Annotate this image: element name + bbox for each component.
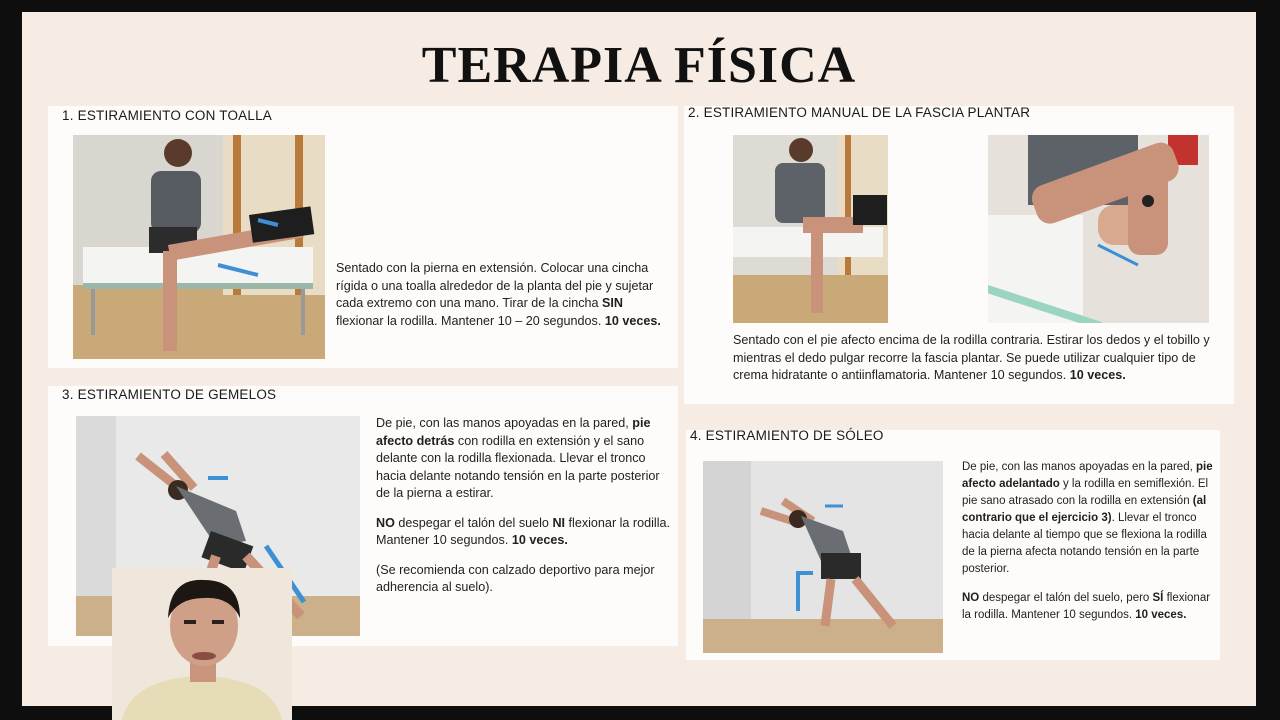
section-heading-4: 4. ESTIRAMIENTO DE SÓLEO: [690, 428, 884, 443]
slide-title: TERAPIA FÍSICA: [421, 37, 857, 94]
section-3-note: (Se recomienda con calzado deportivo para mejor adherencia al suelo).: [376, 562, 655, 594]
section-4-instructions: De pie, con las manos apoyadas en la pared, pie afecto adelantado y la rodilla en semiflexión. El pie sano atrasado con la rodilla en extensión (al contrario que el ejercicio 3). Llevar el tronco hacia delante al tiempo que se flexiona la rodilla de la pierna afecta notando tensión en la parte posterior.: [962, 461, 1213, 575]
section-4-precautions: NO despegar el talón del suelo, pero SÍ flexionar la rodilla. Mantener 10 segundos. 10 veces.: [962, 592, 1211, 621]
section-text-2: Sentado con el pie afecto encima de la rodilla contraria. Estirar los dedos y el tobillo y mientras el dedo pulgar recorre la fascia plantar. Se puede utilizar cualquier tipo de crema hidratante o antiinflamatoria. Mantener 10 segundos. 10 veces.: [733, 333, 1210, 382]
soleus-stretch-photo: [703, 461, 943, 653]
section-heading-3: 3. ESTIRAMIENTO DE GEMELOS: [62, 387, 277, 402]
section-text-3: [376, 415, 674, 609]
presenter-webcam-overlay: [112, 568, 292, 720]
section-3-precautions: NO despegar el talón del suelo NI flexionar la rodilla. Mantener 10 segundos. 10 veces.: [376, 515, 671, 547]
section-heading-1: 1. ESTIRAMIENTO CON TOALLA: [62, 108, 273, 123]
section-3-instructions: De pie, con las manos apoyadas en la pared, pie afecto detrás con rodilla en extensión y el sano delante con la rodilla flexionada. Llevar el tronco hacia delante notando tensión en la parte posterior de la pierna a estirar.: [376, 416, 660, 500]
towel-stretch-photo: [73, 135, 325, 359]
section-heading-2: 2. ESTIRAMIENTO MANUAL DE LA FASCIA PLANTAR: [688, 105, 1031, 120]
plantar-fascia-seated-photo: [733, 135, 888, 323]
section-text-4: [962, 459, 1218, 636]
section-text-1: Sentado con la pierna en extensión. Colocar una cincha rígida o una toalla alrededor de la planta del pie y sujetar cada extremo con una mano. Tirar de la cincha SIN flexionar la rodilla. Mantener 10 – 20 segundos. 10 veces.: [336, 261, 661, 328]
plantar-fascia-closeup-photo: [988, 135, 1209, 323]
